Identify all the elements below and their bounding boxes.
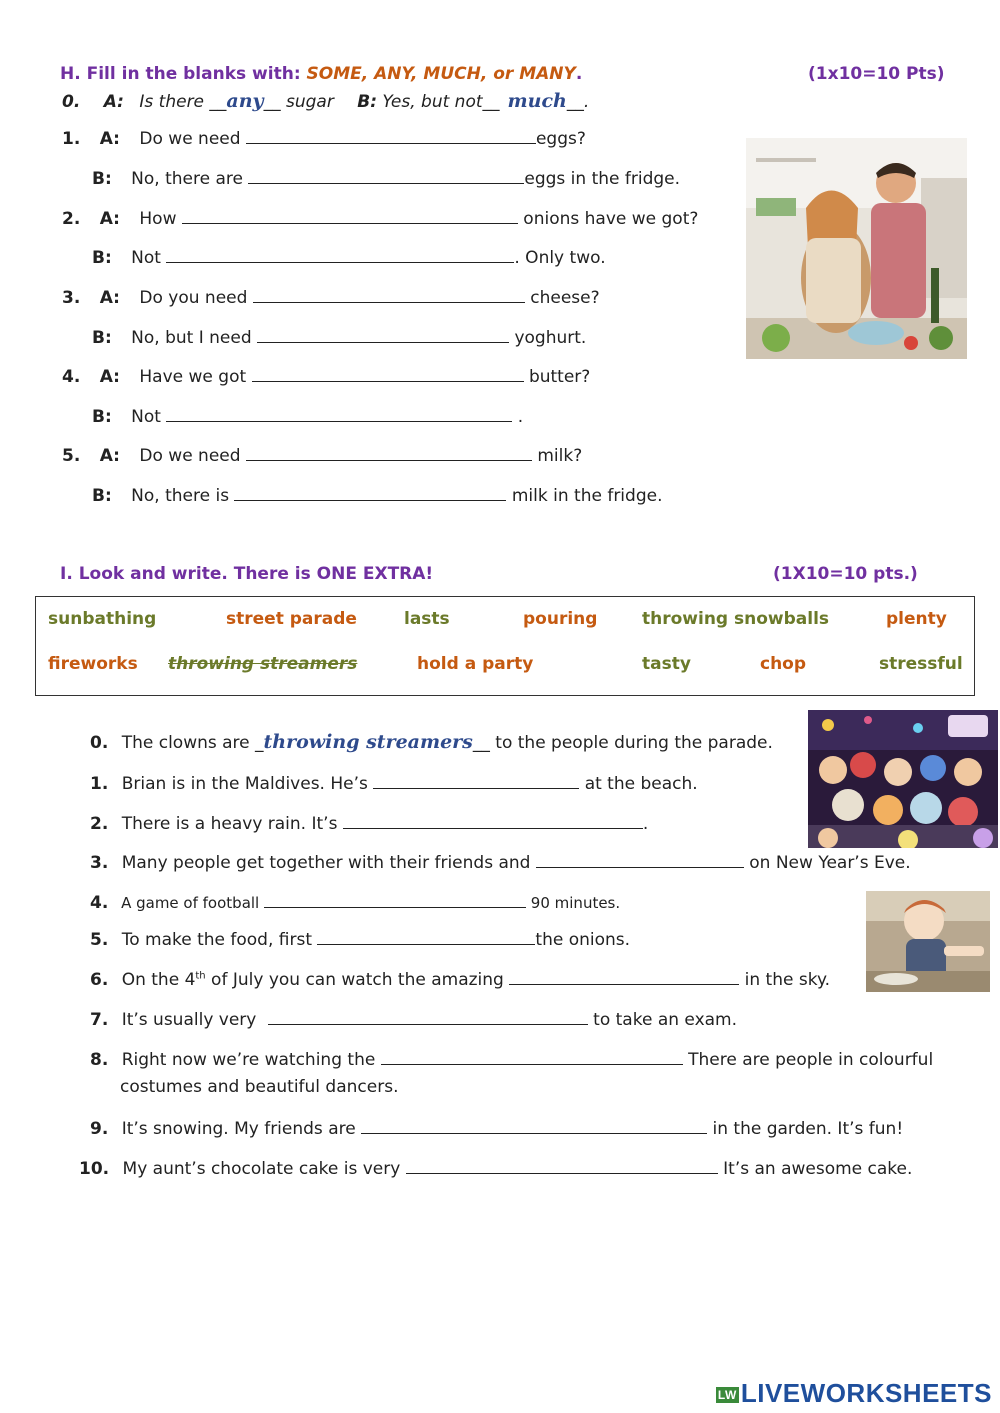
sentence-row [90, 1048, 933, 1070]
sentence-row [90, 928, 630, 950]
answer-blank[interactable] [268, 1008, 588, 1025]
sentence-text: My aunt’s chocolate cake is very [122, 1159, 401, 1179]
dialogue-text-end: eggs in the fridge. [524, 169, 681, 189]
answer-blank[interactable] [252, 365, 524, 382]
answer-blank[interactable] [248, 167, 524, 184]
dialogue-row [62, 207, 698, 229]
example-b-text-end: __. [566, 92, 590, 112]
dialogue-text: Do we need [139, 446, 241, 466]
example-b-text: Yes, but not__ [382, 92, 500, 112]
dialogue-row [92, 405, 523, 427]
dialogue-row [92, 484, 662, 506]
dialogue-text-end: butter? [528, 367, 591, 387]
speaker-b-label: B: [92, 328, 112, 348]
liveworksheets-logo [716, 1378, 992, 1409]
sentence-text-end: __ to the people during the parade. [472, 733, 773, 753]
sentence-text-end: in the sky. [744, 970, 830, 990]
sentence-text: Many people get together with their friends and [121, 853, 531, 873]
sentence-text-end: It’s an awesome cake. [723, 1159, 913, 1179]
answer-blank[interactable] [509, 968, 739, 985]
anime-cooking-picture [866, 891, 990, 992]
sentence-text-continued: of July you can watch the amazing [205, 970, 504, 990]
question-number: 0. [62, 92, 81, 112]
speaker-b-label: B: [92, 248, 112, 268]
cooking-couple-photo [746, 138, 967, 359]
answer-blank[interactable] [253, 286, 525, 303]
dialogue-text: How [139, 209, 177, 229]
speaker-a-label: A: [103, 92, 124, 112]
answer-blank[interactable] [234, 484, 506, 501]
example-answer: throwing streamers [263, 731, 473, 753]
dialogue-row [62, 286, 600, 308]
dialogue-text: Not [131, 248, 161, 268]
speaker-b-label: B: [357, 92, 377, 112]
answer-blank[interactable] [381, 1048, 683, 1065]
dialogue-text: No, but I need [131, 328, 252, 348]
sentence-row [90, 1117, 903, 1139]
answer-blank[interactable] [246, 127, 536, 144]
answer-blank[interactable] [257, 326, 509, 343]
sentence-row [90, 731, 773, 753]
sentence-text: A game of football [121, 894, 260, 912]
sentence-text: It’s snowing. My friends are [121, 1119, 356, 1139]
dialogue-text: Do we need [139, 129, 241, 149]
sentence-text-end: the onions. [535, 930, 631, 950]
sentence-text-end: . [642, 814, 649, 834]
section-h-points: (1x10=10 Pts) [808, 64, 945, 84]
answer-blank[interactable] [246, 444, 532, 461]
word-bank-item: lasts [404, 609, 450, 629]
speaker-b-label: B: [92, 486, 112, 506]
section-h-title-prefix: H. Fill in the blanks with: [60, 64, 307, 84]
sentence-number: 7. [90, 1010, 109, 1030]
word-bank-item: chop [760, 654, 807, 674]
sentence-text: On the 4 [121, 970, 196, 990]
sentence-row [90, 851, 911, 873]
dialogue-text: Have we got [139, 367, 247, 387]
answer-blank[interactable] [317, 928, 535, 945]
sentence-number: 10. [79, 1159, 110, 1179]
speaker-a-label: A: [99, 288, 120, 308]
sentence-row [90, 891, 620, 913]
dialogue-text-end: milk in the fridge. [511, 486, 663, 506]
ordinal-superscript: th [195, 970, 206, 982]
example-a-text-end: __ sugar [263, 92, 334, 112]
sentence-text-end: There are people in colourful [688, 1050, 934, 1070]
speaker-b-label: B: [92, 407, 112, 427]
speaker-a-label: A: [99, 129, 120, 149]
section-h-title [60, 64, 582, 84]
word-bank-item: pouring [523, 609, 598, 629]
example-b-answer: much [507, 90, 567, 112]
dialogue-text: No, there are [131, 169, 243, 189]
sentence-text: There is a heavy rain. It’s [121, 814, 338, 834]
word-bank [35, 596, 975, 696]
logo-badge-icon: LW [717, 1388, 737, 1403]
answer-blank[interactable] [361, 1117, 707, 1134]
sentence-text: To make the food, first [121, 930, 312, 950]
dialogue-text: No, there is [131, 486, 230, 506]
sentence-text-end: at the beach. [584, 774, 698, 794]
dialogue-text: Not [131, 407, 161, 427]
dialogue-row [92, 326, 586, 348]
sentence-number: 6. [90, 970, 109, 990]
dialogue-row [92, 246, 606, 268]
sentence-text-end: to take an exam. [593, 1010, 738, 1030]
dialogue-text-end: . Only two. [514, 248, 606, 268]
answer-blank[interactable] [182, 207, 518, 224]
sentence-number: 9. [90, 1119, 109, 1139]
speaker-a-label: A: [99, 446, 120, 466]
sentence-number: 0. [90, 733, 109, 753]
question-number: 5. [62, 446, 81, 466]
sentence-text-end: in the garden. It’s fun! [712, 1119, 904, 1139]
answer-blank[interactable] [343, 812, 643, 829]
word-bank-item: sunbathing [48, 609, 157, 629]
example-a-text: Is there __ [139, 92, 227, 112]
question-number: 3. [62, 288, 81, 308]
sentence-row [79, 1157, 912, 1179]
question-number: 2. [62, 209, 81, 229]
dialogue-text: Do you need [139, 288, 248, 308]
answer-blank[interactable] [166, 405, 512, 422]
sentence-text: Right now we’re watching the [121, 1050, 376, 1070]
sentence-number: 1. [90, 774, 109, 794]
word-bank-item: fireworks [48, 654, 138, 674]
speaker-a-label: A: [99, 209, 120, 229]
sentence-row [90, 1008, 737, 1030]
sentence-number: 8. [90, 1050, 109, 1070]
speaker-a-label: A: [99, 367, 120, 387]
sentence-text: Brian is in the Maldives. He’s [121, 774, 368, 794]
word-bank-item: throwing snowballs [642, 609, 830, 629]
sentence-row [90, 968, 830, 990]
section-i-points: (1X10=10 pts.) [773, 564, 918, 584]
dialogue-row [62, 365, 590, 387]
word-bank-item: plenty [886, 609, 947, 629]
dialogue-row [62, 127, 586, 149]
answer-blank[interactable] [536, 851, 744, 868]
dialogue-text-end: cheese? [530, 288, 600, 308]
sentence-text-end: on New Year’s Eve. [749, 853, 911, 873]
dialogue-row [62, 444, 582, 466]
word-bank-item: stressful [879, 654, 963, 674]
example-a-answer: any [226, 90, 264, 112]
sentence-number: 4. [90, 893, 109, 913]
answer-blank[interactable] [264, 891, 526, 908]
sentence-number: 5. [90, 930, 109, 950]
word-bank-item: street parade [226, 609, 357, 629]
answer-blank[interactable] [166, 246, 514, 263]
answer-blank[interactable] [406, 1157, 718, 1174]
section-h-title-end: . [575, 64, 583, 84]
sentence-row [90, 812, 648, 834]
dialogue-text-end: yoghurt. [514, 328, 587, 348]
dialogue-text-end: onions have we got? [523, 209, 699, 229]
anime-parade-picture [808, 710, 998, 848]
example-row [62, 90, 589, 112]
speaker-b-label: B: [92, 169, 112, 189]
dialogue-text-end: . [517, 407, 524, 427]
word-bank-item: hold a party [417, 654, 534, 674]
word-bank-item-used: throwing streamers [168, 654, 358, 674]
sentence-number: 2. [90, 814, 109, 834]
sentence-number: 3. [90, 853, 109, 873]
word-bank-item: tasty [642, 654, 691, 674]
dialogue-text-end: milk? [537, 446, 583, 466]
answer-blank[interactable] [373, 772, 579, 789]
sentence-text: It’s usually very [121, 1010, 257, 1030]
section-h-keywords: SOME, ANY, MUCH, or MANY [306, 64, 576, 84]
sentence-text-end: 90 minutes. [530, 894, 621, 912]
question-number: 4. [62, 367, 81, 387]
sentence-row [90, 772, 698, 794]
sentence-continuation: costumes and beautiful dancers. [120, 1077, 399, 1097]
brand-text: LIVEWORKSHEETS [740, 1378, 992, 1408]
question-number: 1. [62, 129, 81, 149]
dialogue-text-end: eggs? [535, 129, 586, 149]
dialogue-row [92, 167, 680, 189]
sentence-text: The clowns are _ [121, 733, 264, 753]
section-i-title: I. Look and write. There is ONE EXTRA! [60, 564, 434, 584]
